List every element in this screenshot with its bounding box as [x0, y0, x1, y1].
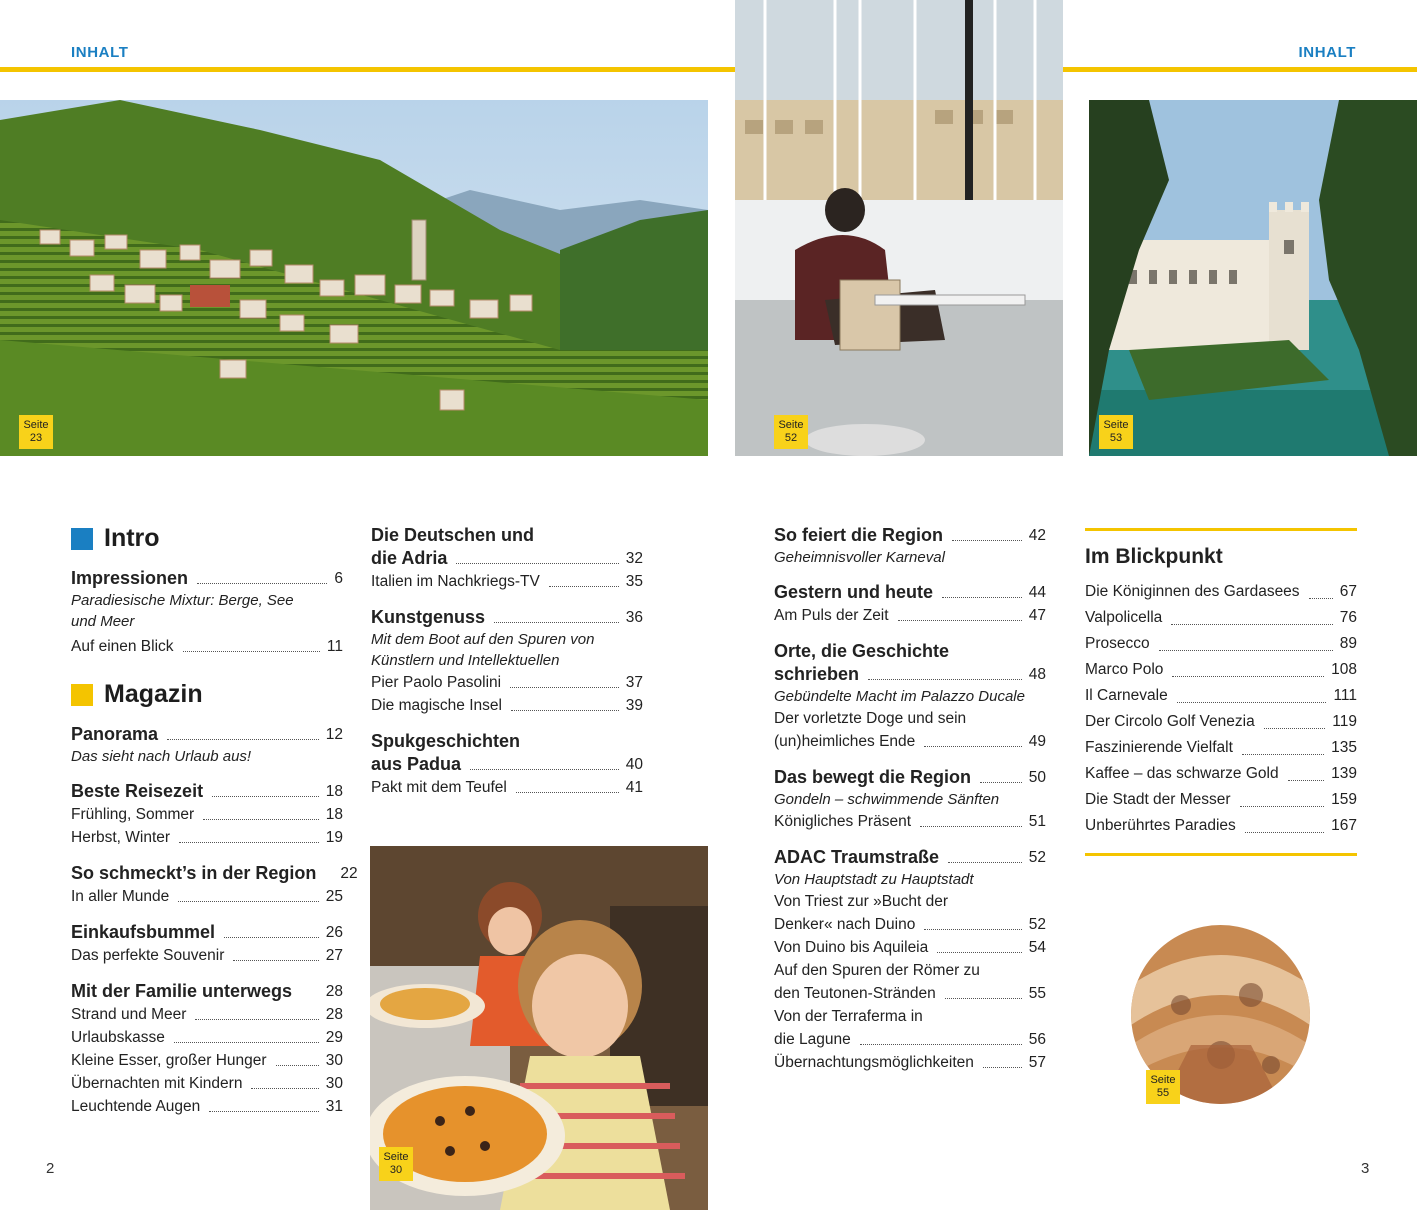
entry-page: 41 [625, 779, 643, 796]
entry-title: Auf einen Blick [71, 638, 174, 655]
entry-page: 67 [1339, 583, 1357, 600]
toc-entry-fruehling[interactable] [71, 803, 343, 826]
entry-page: 25 [325, 888, 343, 905]
entry-page: 49 [1028, 733, 1046, 750]
entry-page: 48 [1028, 666, 1046, 683]
toc-entry-esser[interactable] [71, 1049, 343, 1072]
entry-page: 42 [1028, 527, 1046, 544]
entry-title-line: Die Deutschen und [371, 525, 535, 545]
entry-title: Leuchtende Augen [71, 1098, 201, 1115]
entry-title: Valpolicella [1085, 609, 1163, 626]
toc-entry-bewegt[interactable] [774, 766, 1046, 833]
blickpunkt-item[interactable] [1085, 683, 1357, 709]
header-left: INHALT [71, 44, 129, 61]
toc-entry-einkauf[interactable] [71, 921, 343, 967]
page-number-right: 3 [1361, 1160, 1370, 1177]
blickpunkt-bottom-rule [1085, 853, 1357, 856]
entry-page: 28 [325, 983, 343, 1000]
blickpunkt-item[interactable] [1085, 787, 1357, 813]
toc-entry-souvenir[interactable] [71, 944, 343, 967]
entry-title: Beste Reisezeit [71, 781, 204, 801]
blickpunkt-item[interactable] [1085, 813, 1357, 839]
entry-title: Il Carnevale [1085, 687, 1168, 704]
toc-entry-adac[interactable] [774, 846, 1046, 1074]
section-title: Intro [104, 524, 160, 552]
entry-page: 19 [325, 829, 343, 846]
entry-page: 76 [1339, 609, 1357, 626]
toc-entry-praesent[interactable] [774, 810, 1046, 833]
entry-page: 37 [625, 674, 643, 691]
toc-entry-schmeckt[interactable] [71, 862, 358, 908]
entry-page: 50 [1028, 769, 1046, 786]
section-title: Magazin [104, 680, 203, 708]
entry-title-line: Von der Terraferma in [774, 1008, 923, 1025]
entry-page: 111 [1333, 687, 1357, 704]
entry-title: Impressionen [71, 568, 189, 588]
blickpunkt-item[interactable] [1085, 605, 1357, 631]
entry-subtitle: Geheimnisvoller Karneval [774, 549, 945, 566]
entry-title: Einkaufsbummel [71, 922, 216, 942]
toc-entry-orte[interactable] [774, 640, 1046, 753]
entry-page: 32 [625, 550, 643, 567]
entry-title: Kleine Esser, großer Hunger [71, 1052, 267, 1069]
entry-page: 108 [1331, 661, 1357, 678]
badge-number: 23 [29, 432, 43, 444]
entry-subtitle: Gebündelte Macht im Palazzo Ducale [774, 688, 1025, 705]
entry-title: Übernachtungsmöglichkeiten [774, 1054, 974, 1071]
entry-page: 119 [1332, 713, 1357, 730]
entry-title-line: Spukgeschichten [371, 731, 521, 751]
header-right: INHALT [1298, 44, 1356, 61]
toc-entry-impressionen[interactable] [71, 567, 343, 658]
toc-entry-deutschen[interactable] [371, 524, 643, 593]
blickpunkt-item[interactable] [1085, 709, 1357, 735]
entry-title: Von Duino bis Aquileia [774, 939, 929, 956]
badge-label: Seite [778, 419, 804, 431]
toc-entry-gestern[interactable] [774, 581, 1046, 627]
toc-entry-strand[interactable] [71, 1003, 343, 1026]
entry-title: Marco Polo [1085, 661, 1164, 678]
entry-subtitle: Das sieht nach Urlaub aus! [71, 748, 252, 765]
entry-page: 52 [1028, 916, 1046, 933]
entry-title-line: Der vorletzte Doge und sein [774, 710, 967, 727]
badge-number: 53 [1109, 432, 1123, 444]
entry-page: 26 [325, 924, 343, 941]
badge-number: 30 [389, 1164, 403, 1176]
blickpunkt-box [1085, 528, 1357, 856]
photo-badge-30 [379, 1147, 413, 1181]
blickpunkt-item[interactable] [1085, 579, 1357, 605]
entry-page: 51 [1028, 813, 1046, 830]
toc-entry-kinder[interactable] [71, 1072, 343, 1095]
toc-entry-reisezeit[interactable] [71, 780, 343, 849]
toc-entry-kunst[interactable] [371, 606, 643, 717]
badge-label: Seite [23, 419, 49, 431]
toc-entry-feiert[interactable] [774, 524, 1046, 568]
entry-title: Pier Paolo Pasolini [371, 674, 502, 691]
toc-entry-spuk[interactable] [371, 730, 643, 799]
entry-title-line: Auf den Spuren der Römer zu [774, 962, 980, 979]
toc-entry-duino[interactable] [774, 936, 1046, 959]
intro-marker [71, 528, 93, 550]
blickpunkt-item[interactable] [1085, 735, 1357, 761]
entry-title: Übernachten mit Kindern [71, 1075, 243, 1092]
entry-title: die Adria [371, 548, 448, 568]
header-rule-right [1063, 67, 1417, 72]
entry-page: 40 [625, 756, 643, 773]
entry-title: Urlaubskasse [71, 1029, 165, 1046]
entry-page: 30 [325, 1075, 343, 1092]
blickpunkt-item[interactable] [1085, 761, 1357, 787]
entry-page: 11 [326, 638, 343, 655]
toc-entry-terra[interactable] [774, 1028, 1046, 1051]
blickpunkt-item[interactable] [1085, 657, 1357, 683]
entry-subtitle: Gondeln – schwimmende Sänften [774, 791, 1000, 808]
toc-column-2 [371, 524, 643, 812]
toc-entry-blick[interactable] [71, 635, 343, 658]
entry-title: Am Puls der Zeit [774, 607, 889, 624]
toc-entry-italien[interactable] [371, 570, 643, 593]
toc-entry-puls[interactable] [774, 604, 1046, 627]
toc-entry-kasse[interactable] [71, 1026, 343, 1049]
toc-entry-munde[interactable] [71, 885, 343, 908]
entry-title: So feiert die Region [774, 525, 944, 545]
toc-entry-augen[interactable] [71, 1095, 343, 1118]
blickpunkt-item[interactable] [1085, 631, 1357, 657]
entry-title: schrieben [774, 664, 860, 684]
badge-number: 55 [1156, 1087, 1170, 1099]
entry-title: Kunstgenuss [371, 607, 486, 627]
entry-title: (un)heimliches Ende [774, 733, 916, 750]
entry-title: Pakt mit dem Teufel [371, 779, 507, 796]
blickpunkt-list [1085, 579, 1357, 839]
entry-page: 27 [325, 947, 343, 964]
entry-title: Die Stadt der Messer [1085, 791, 1231, 808]
entry-page: 89 [1339, 635, 1357, 652]
toc-entry-herbst[interactable] [71, 826, 343, 849]
entry-title: ADAC Traumstraße [774, 847, 940, 867]
photo-badge-52 [774, 415, 808, 449]
entry-title: aus Padua [371, 754, 462, 774]
entry-title: Panorama [71, 724, 159, 744]
badge-label: Seite [383, 1151, 409, 1163]
toc-column-3 [774, 524, 1046, 1087]
toc-entry-panorama[interactable] [71, 723, 343, 767]
photo-badge-53 [1099, 415, 1133, 449]
badge-label: Seite [1103, 419, 1129, 431]
entry-page: 47 [1028, 607, 1046, 624]
entry-title: Prosecco [1085, 635, 1150, 652]
entry-title: Die Königinnen des Gardasees [1085, 583, 1300, 600]
section-intro [71, 524, 343, 553]
blickpunkt-title: Im Blickpunkt [1085, 545, 1223, 568]
entry-page: 55 [1028, 985, 1046, 1002]
blickpunkt-top-rule [1085, 528, 1357, 531]
entry-title-line: Von Triest zur »Bucht der [774, 893, 949, 910]
entry-page: 52 [1028, 849, 1046, 866]
entry-title: Frühling, Sommer [71, 806, 195, 823]
entry-page: 18 [325, 783, 343, 800]
toc-entry-roemer[interactable] [774, 982, 1046, 1005]
entry-title: Das perfekte Souvenir [71, 947, 225, 964]
entry-page: 36 [625, 609, 643, 626]
section-magazin [71, 680, 343, 709]
photo-badge-23 [19, 415, 53, 449]
entry-page: 44 [1028, 584, 1046, 601]
entry-title: Italien im Nachkriegs-TV [371, 573, 540, 590]
toc-entry-triest[interactable] [774, 913, 1046, 936]
toc-entry-doge[interactable] [774, 730, 1046, 753]
toc-column-1 [71, 524, 358, 1131]
entry-page: 139 [1331, 765, 1357, 782]
entry-page: 167 [1331, 817, 1357, 834]
entry-title: Mit der Familie unterwegs [71, 981, 293, 1001]
photo-castle-sea [1089, 100, 1417, 456]
entry-subtitle: Paradiesische Mixtur: Berge, See und Meer [71, 592, 294, 630]
entry-page: 29 [325, 1029, 343, 1046]
entry-page: 57 [1028, 1054, 1046, 1071]
entry-title: Königliches Präsent [774, 813, 911, 830]
entry-title: Kaffee – das schwarze Gold [1085, 765, 1279, 782]
entry-page: 54 [1028, 939, 1046, 956]
entry-title-line: Orte, die Geschichte [774, 641, 950, 661]
header-rule-left [0, 67, 735, 72]
page-number-left: 2 [46, 1160, 55, 1177]
entry-page: 159 [1331, 791, 1357, 808]
entry-page: 31 [325, 1098, 343, 1115]
entry-title: Herbst, Winter [71, 829, 171, 846]
entry-title: So schmeckt’s in der Region [71, 863, 317, 883]
badge-label: Seite [1150, 1074, 1176, 1086]
entry-title: Der Circolo Golf Venezia [1085, 713, 1255, 730]
entry-title: Faszinierende Vielfalt [1085, 739, 1233, 756]
magazin-marker [71, 684, 93, 706]
photo-children-pizza [370, 846, 708, 1210]
entry-page: 18 [325, 806, 343, 823]
toc-entry-uebernachtung[interactable] [774, 1051, 1046, 1074]
entry-page: 135 [1331, 739, 1357, 756]
entry-title: Das bewegt die Region [774, 767, 972, 787]
entry-title: Gestern und heute [774, 582, 934, 602]
entry-page: 28 [325, 1006, 343, 1023]
photo-badge-55 [1146, 1070, 1180, 1104]
entry-title: den Teutonen-Stränden [774, 985, 936, 1002]
entry-page: 35 [625, 573, 643, 590]
entry-page: 22 [340, 865, 358, 882]
entry-subtitle: Von Hauptstadt zu Hauptstadt [774, 871, 974, 888]
badge-number: 52 [784, 432, 798, 444]
entry-page: 39 [625, 697, 643, 714]
entry-page: 30 [325, 1052, 343, 1069]
entry-title: Denker« nach Duino [774, 916, 916, 933]
toc-entry-insel[interactable] [371, 694, 643, 717]
entry-page: 12 [325, 726, 343, 743]
entry-page: 56 [1028, 1031, 1046, 1048]
entry-title: Die magische Insel [371, 697, 502, 714]
entry-title: die Lagune [774, 1031, 851, 1048]
toc-entry-familie[interactable] [71, 980, 343, 1118]
toc-entry-pasolini[interactable] [371, 671, 643, 694]
photo-vineyard-village [0, 100, 708, 456]
photo-harbor-cafe [735, 0, 1063, 456]
toc-entry-pakt[interactable] [371, 776, 643, 799]
entry-title: Unberührtes Paradies [1085, 817, 1236, 834]
entry-page: 6 [334, 570, 343, 587]
entry-subtitle: Mit dem Boot auf den Spuren von Künstlern und Intellektuellen [371, 631, 595, 669]
entry-title: Strand und Meer [71, 1006, 187, 1023]
entry-title: In aller Munde [71, 888, 170, 905]
